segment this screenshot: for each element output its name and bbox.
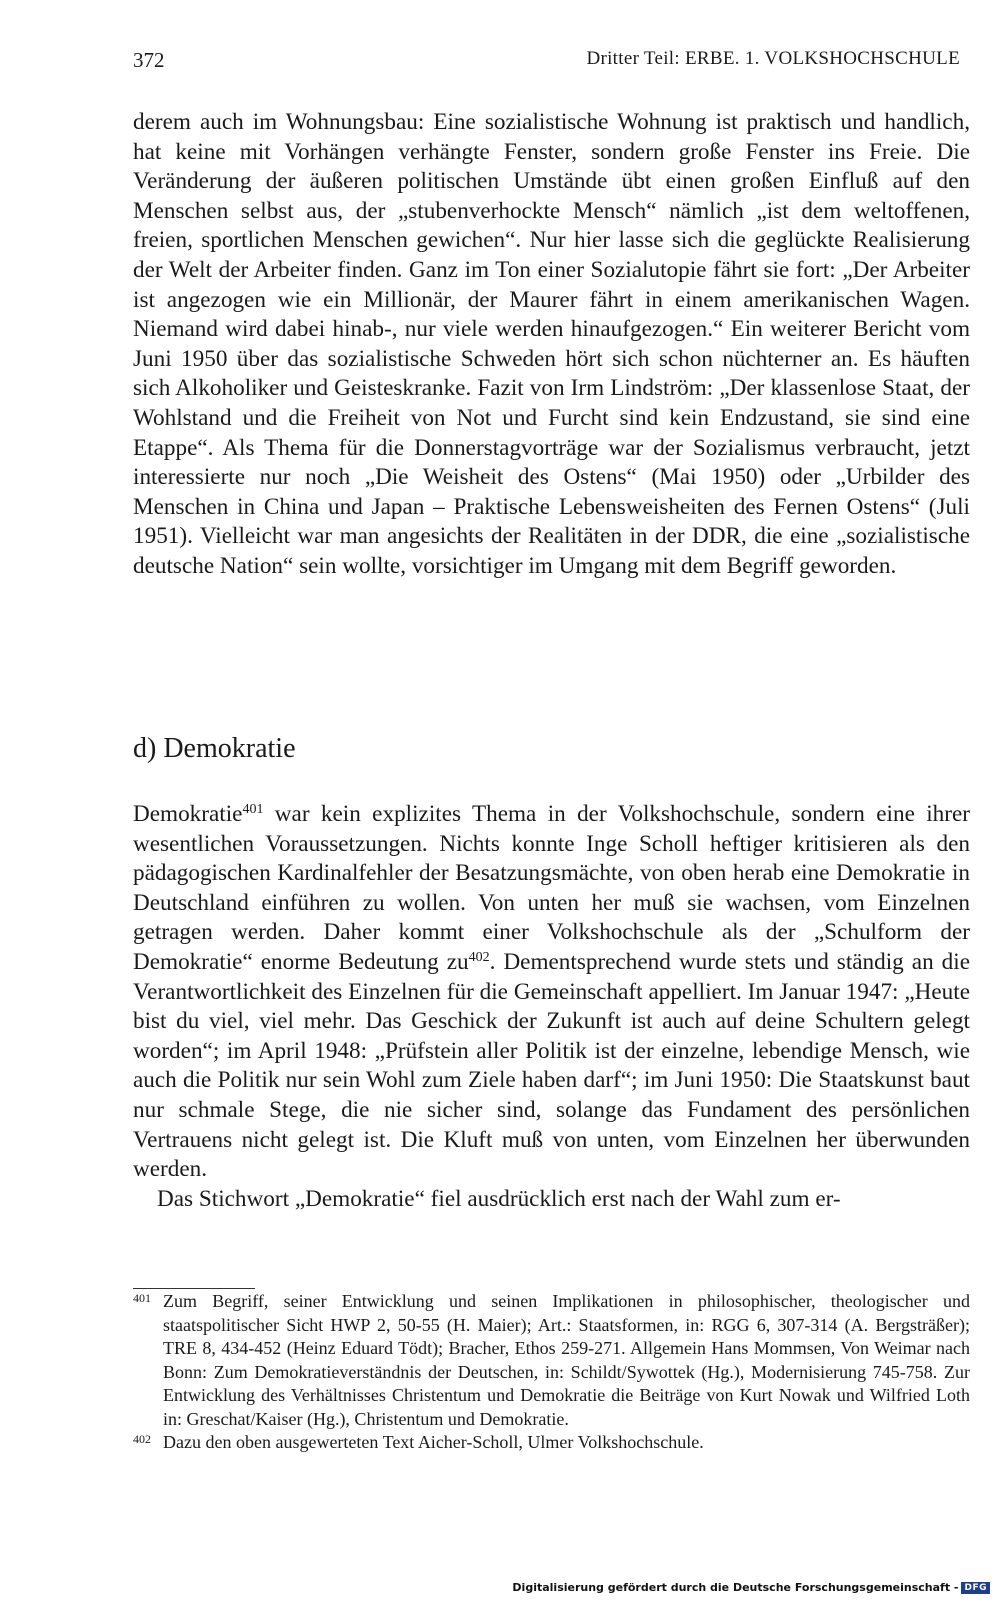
footnote-401 (133, 1290, 970, 1431)
footnote-ref-401[interactable]: 401 (242, 802, 264, 817)
footnote-number: 401 (133, 1291, 151, 1305)
footnote-number: 402 (133, 1432, 151, 1446)
running-header (133, 48, 970, 78)
running-head-title: Dritter Teil: ERBE. 1. VOLKSHOCHSCHULE (586, 48, 960, 69)
paragraph-demokratie-mid: war kein explizites Thema in der Volkshochschule, sondern eine ihrer wesentlichen Voraussetzungen. Nichts konnte Inge Scholl heftiger kritisieren als den pädagogischen Kardinalfehler der Besatzungsmächte, von oben herab eine Demokratie in Deutschland einführen zu wollen. Von unten her muß sie wachsen, vom Einzelnen getragen werden. Daher kommt einer Volkshochschule als der „Schulform der Demokratie“ enorme Bedeutung zu (133, 801, 970, 975)
body-text-block-1 (133, 108, 970, 582)
footnote-divider (133, 1288, 255, 1289)
paragraph-stichwort: Das Stichwort „Demokratie“ fiel ausdrücklich erst nach der Wahl zum er- (157, 1185, 841, 1212)
paragraph-sozialismus: derem auch im Wohnungsbau: Eine sozialistische Wohnung ist praktisch und handlich, hat keine mit Vorhängen verhängte Fenster, sondern große Fenster ins Freie. Die Veränderung der äußeren politischen Umstände übt einen großen Einfluß auf den Menschen selbst aus, der „stubenverhockte Mensch“ nämlich „ist dem weltoffenen, freien, sportlichen Menschen gewichen“. Nur hier lasse sich die geglückte Realisierung der Welt der Arbeiter finden. Ganz im Ton einer Sozialutopie fährt sie fort: „Der Arbeiter ist angezogen wie ein Millionär, der Maurer fährt in einem amerikanischen Wagen. Niemand wird dabei hinab-, nur viele werden hinaufgezogen.“ Ein weiterer Bericht vom Juni 1950 über das sozialistische Schweden hört sich schon nüchterner an. Es häuften sich Alkoholiker und Geisteskranke. Fazit von Irm Lindström: „Der klassenlose Staat, der Wohlstand und die Freiheit von Not und Furcht sind kein Endzustand, sie sind eine Etappe“. Als Thema für die Donnerstagvorträge war der Sozialismus verbraucht, jetzt interessierte nur noch „Die Weisheit des Ostens“ (Mai 1950) oder „Urbilder des Menschen in China und Japan – Praktische Lebensweisheiten des Fernen Ostens“ (Juli 1951). Vielleicht war man angesichts der Realitäten in der DDR, die eine „sozialistische deutsche Nation“ sein wollte, vorsichtiger im Umgang mit dem Begriff geworden. (133, 109, 970, 579)
footnote-text: Dazu den oben ausgewerteten Text Aicher-Scholl, Ulmer Volkshochschule. (163, 1432, 704, 1452)
section-heading: d) Demokratie (133, 733, 296, 764)
paragraph-demokratie-tail: . Dementsprechend wurde stets und ständig an die Verantwortlichkeit des Einzelnen für die Gemeinschaft appelliert. Im Januar 1947: „Heute bist du viel, viel mehr. Das Geschick der Zukunft ist auch auf deine Schultern gelegt worden“; im April 1948: „Prüfstein aller Politik ist der einzelne, lebendige Mensch, wie auch die Politik nur sein Wohl zum Ziele haben darf“; im Juni 1950: Die Staatskunst baut nur schmale Stege, die nie sicher sind, solange das Fundament des persönlichen Vertrauens nicht gelegt ist. Die Kluft muß von unten, vom Einzelnen her überwunden werden. (133, 948, 971, 1183)
body-text-block-2 (133, 800, 970, 1214)
footnote-402 (133, 1431, 970, 1455)
paragraph-demokratie-lead: Demokratie (133, 801, 243, 827)
digitization-note: Digitalisierung gefördert durch die Deutsche Forschungsgemeinschaft - (512, 1581, 959, 1594)
paragraph-demokratie (133, 800, 970, 1185)
digitization-banner (512, 1581, 990, 1594)
footnote-text: Zum Begriff, seiner Entwicklung und seinen Implikationen in philosophischer, theologischer und staatspolitischer Sicht HWP 2, 50-55 (H. Maier); Art.: Staatsformen, in: RGG 6, 307-314 (A. Bergsträßer); TRE 8, 434-452 (Heinz Eduard Tödt); Bracher, Ethos 259-271. Allgemein Hans Mommsen, Von Weimar nach Bonn: Zum Demokratieverständnis der Deutschen, in: Schildt/Sywottek (Hg.), Modernisierung 745-758. Zur Entwicklung des Verhältnisses Christentum und Demokratie die Beiträge von Kurt Nowak und Wilfried Loth in: Greschat/Kaiser (Hg.), Christentum und Demokratie. (163, 1291, 970, 1429)
footnotes (133, 1290, 970, 1455)
dfg-logo: DFG (961, 1582, 990, 1594)
page-number: 372 (133, 48, 165, 72)
footnote-ref-402[interactable]: 402 (468, 949, 490, 965)
